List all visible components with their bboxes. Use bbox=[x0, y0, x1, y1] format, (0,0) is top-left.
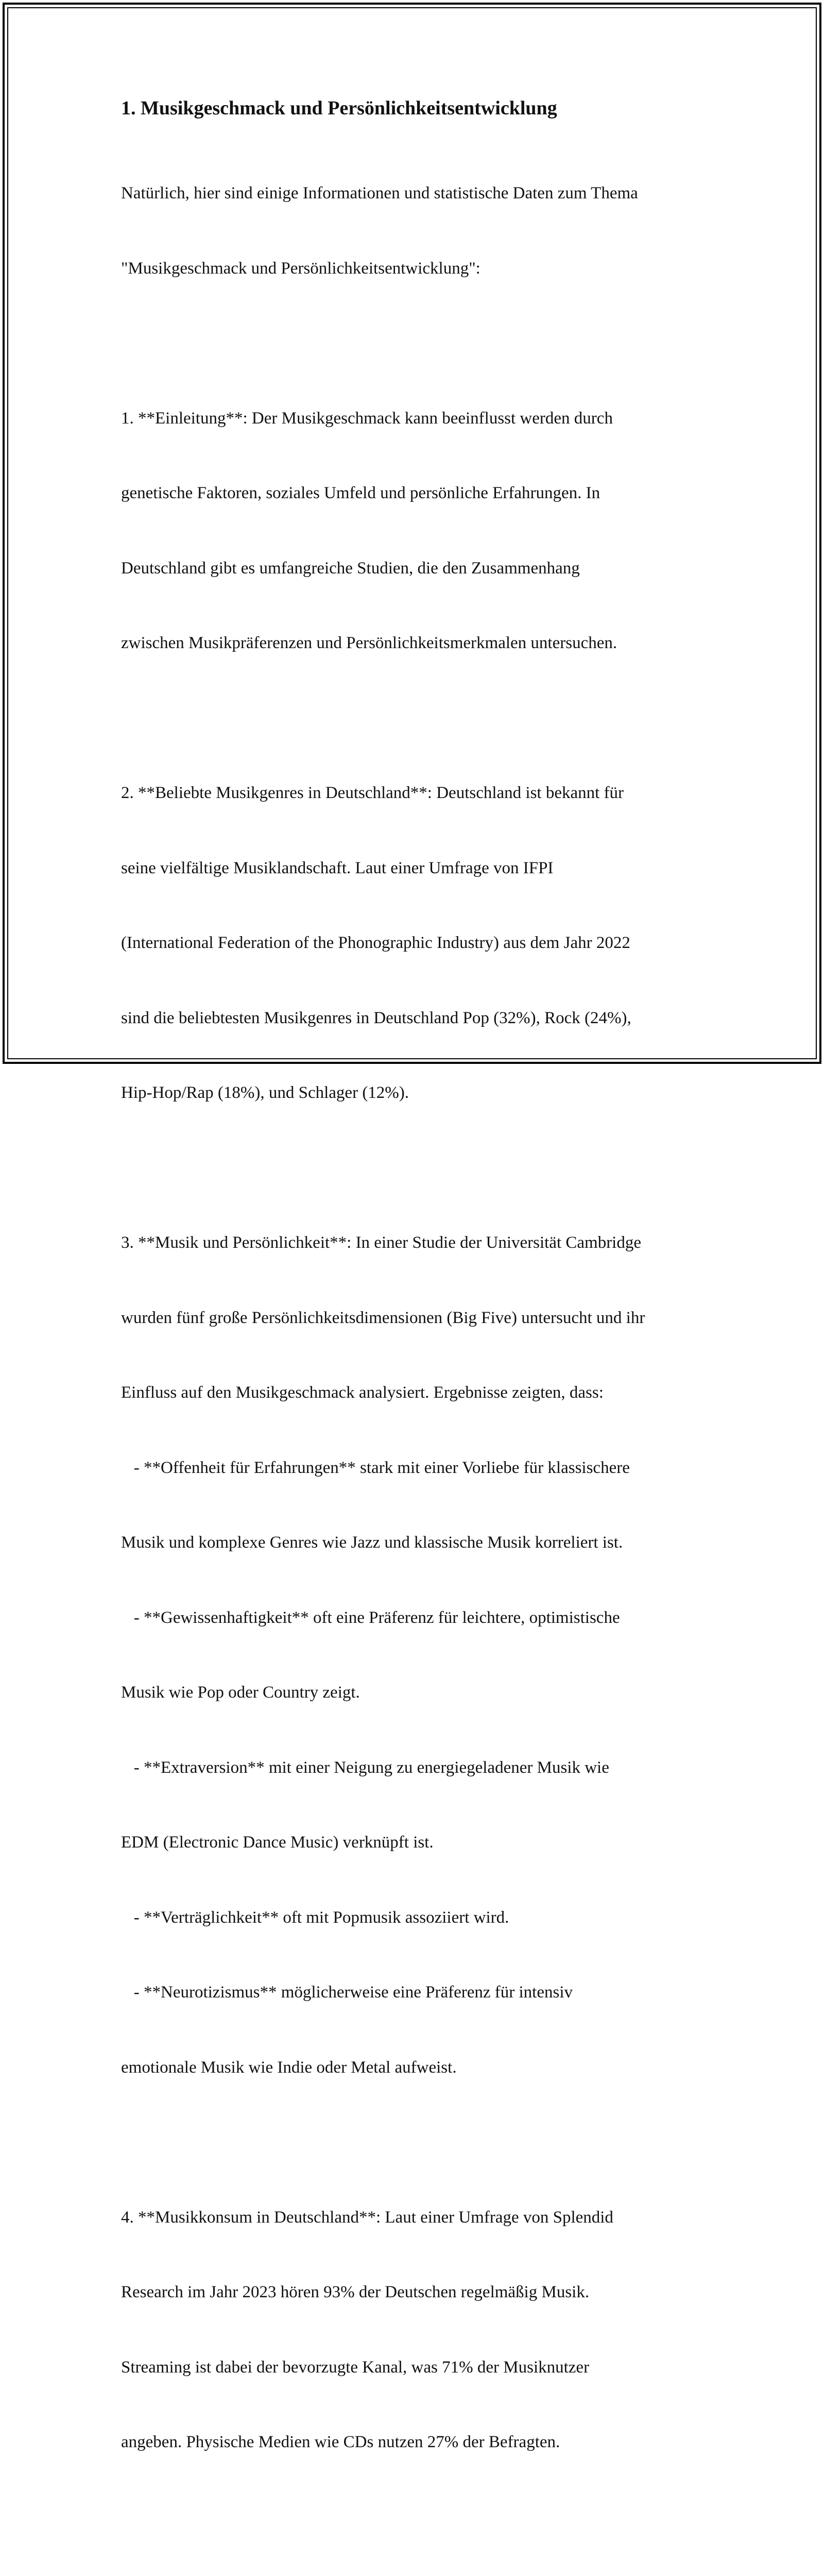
paragraph-persoenlichkeit bbox=[121, 1180, 718, 2130]
list-item-line: - **Gewissenhaftigkeit** oft eine Präferenz für leichtere, optimistische bbox=[121, 1608, 620, 1627]
text-line: 2. **Beliebte Musikgenres in Deutschland**: Deutschland ist bekannt für bbox=[121, 784, 624, 802]
page-title: 1. Musikgeschmack und Persönlichkeitsentwicklung bbox=[121, 97, 557, 119]
text-line: 3. **Musik und Persönlichkeit**: In einer Studie der Universität Cambridge bbox=[121, 1233, 641, 1252]
text-line: EDM (Electronic Dance Music) verknüpft ist. bbox=[121, 1833, 434, 1852]
text-line: (International Federation of the Phonographic Industry) aus dem Jahr 2022 bbox=[121, 934, 630, 952]
text-line: Natürlich, hier sind einige Informationen und statistische Daten zum Thema bbox=[121, 184, 638, 202]
text-line: emotionale Musik wie Indie oder Metal aufweist. bbox=[121, 2058, 457, 2077]
text-line: Musik wie Pop oder Country zeigt. bbox=[121, 1683, 360, 1702]
text-line: Research im Jahr 2023 hören 93% der Deutschen regelmäßig Musik. bbox=[121, 2283, 590, 2301]
text-line: Deutschland gibt es umfangreiche Studien, die den Zusammenhang bbox=[121, 558, 580, 578]
list-item-line: - **Offenheit für Erfahrungen** stark mit einer Vorliebe für klassischere bbox=[121, 1458, 630, 1477]
text-line: 1. **Einleitung**: Der Musikgeschmack kann beeinflusst werden durch bbox=[121, 409, 613, 428]
text-line: genetische Faktoren, soziales Umfeld und persönliche Erfahrungen. In bbox=[121, 484, 600, 502]
text-line: Streaming ist dabei der bevorzugte Kanal, was 71% der Musiknutzer bbox=[121, 2358, 590, 2377]
paragraph-musikkonsum bbox=[121, 2155, 718, 2505]
list-item-line: - **Neurotizismus** möglicherweise eine Präferenz für intensiv bbox=[121, 1983, 573, 2002]
document-page bbox=[121, 96, 718, 2576]
paragraph-einleitung bbox=[121, 356, 718, 706]
text-line: sind die beliebtesten Musikgenres in Deutschland Pop (32%), Rock (24%), bbox=[121, 1008, 631, 1027]
text-line: Hip-Hop/Rap (18%), und Schlager (12%). bbox=[121, 1083, 409, 1102]
text-line: Einfluss auf den Musikgeschmack analysiert. Ergebnisse zeigten, dass: bbox=[121, 1383, 604, 1402]
text-line: seine vielfältige Musiklandschaft. Laut einer Umfrage von IFPI bbox=[121, 858, 554, 877]
paragraph-musikgenres bbox=[121, 731, 718, 1156]
text-line: Musik und komplexe Genres wie Jazz und klassische Musik korreliert ist. bbox=[121, 1533, 623, 1552]
text-line: wurden fünf große Persönlichkeitsdimensionen (Big Five) untersucht und ihr bbox=[121, 1308, 645, 1327]
list-item-line: - **Extraversion** mit einer Neigung zu energiegeladener Musik wie bbox=[121, 1758, 609, 1777]
paragraph-einfluss bbox=[121, 2530, 718, 2576]
text-line: angeben. Physische Medien wie CDs nutzen 27% der Befragten. bbox=[121, 2433, 560, 2451]
paragraph-intro bbox=[121, 131, 718, 331]
text-line: zwischen Musikpräferenzen und Persönlichkeitsmerkmalen untersuchen. bbox=[121, 634, 617, 652]
text-line: "Musikgeschmack und Persönlichkeitsentwicklung": bbox=[121, 259, 480, 278]
list-item-line: - **Verträglichkeit** oft mit Popmusik assoziiert wird. bbox=[121, 1908, 509, 1927]
text-line: 4. **Musikkonsum in Deutschland**: Laut einer Umfrage von Splendid bbox=[121, 2208, 613, 2227]
